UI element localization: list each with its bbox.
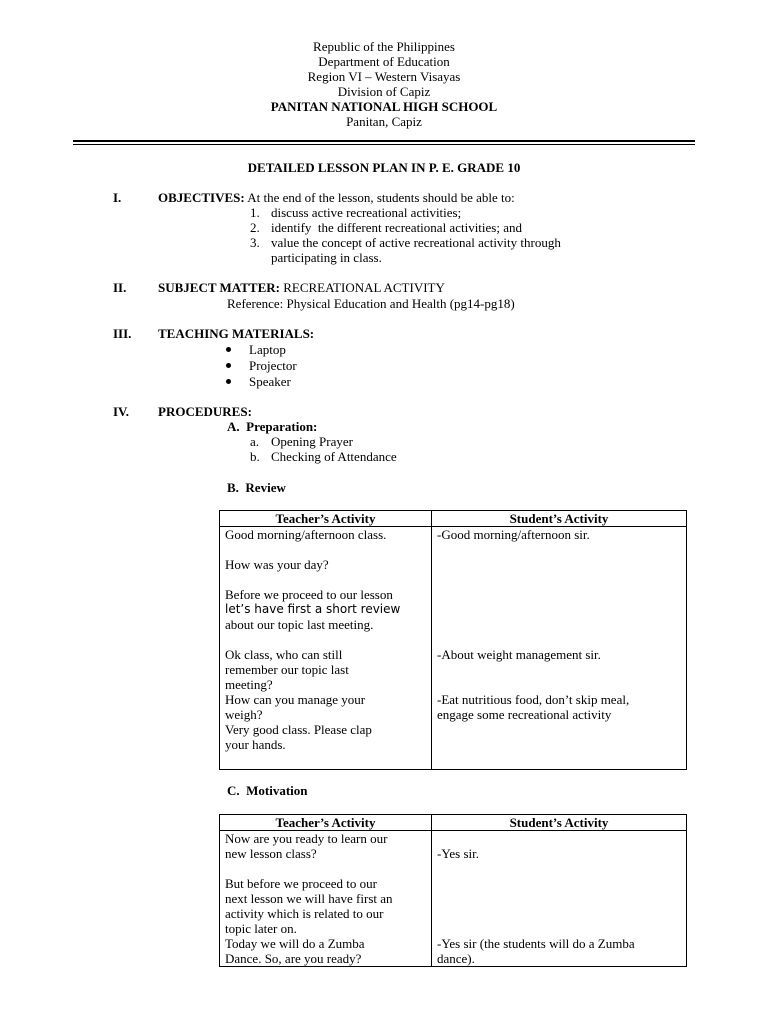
review-teacher-line: Before we proceed to our lesson xyxy=(225,587,393,602)
bullet-icon xyxy=(226,363,231,368)
section-label-procedures: PROCEDURES: xyxy=(158,404,252,419)
material-item-speaker: Speaker xyxy=(249,374,291,389)
motivation-student-line: dance). xyxy=(437,951,475,966)
review-teacher-line: your hands. xyxy=(225,737,286,752)
section-objectives xyxy=(158,190,515,205)
review-student-line: engage some recreational activity xyxy=(437,707,612,722)
preparation-item-prayer: Opening Prayer xyxy=(271,434,353,449)
bullet-icon xyxy=(226,379,231,384)
section-num-procedures: IV. xyxy=(113,404,130,419)
objectives-intro: At the end of the lesson, students should be able to: xyxy=(244,190,515,205)
document-title: DETAILED LESSON PLAN IN P. E. GRADE 10 xyxy=(247,160,521,175)
objective-item-2: identify the different recreational activities; and xyxy=(271,220,522,235)
subject-reference: Reference: Physical Education and Health (pg14-pg18) xyxy=(227,296,515,311)
motivation-teacher-line: Today we will do a Zumba xyxy=(225,936,365,951)
review-teacher-line: remember our topic last xyxy=(225,662,349,677)
review-student-line: -Good morning/afternoon sir. xyxy=(437,527,590,542)
review-teacher-line: about our topic last meeting. xyxy=(225,617,374,632)
header-line-republic: Republic of the Philippines xyxy=(313,39,455,54)
subsection-preparation: A. Preparation: xyxy=(227,419,318,434)
motivation-student-line: -Yes sir (the students will do a Zumba xyxy=(437,936,635,951)
header-divider-thin xyxy=(73,144,695,145)
review-teacher-line: Ok class, who can still xyxy=(225,647,343,662)
review-student-line: -Eat nutritious food, don’t skip meal, xyxy=(437,692,630,707)
objective-item-1: discuss active recreational activities; xyxy=(271,205,462,220)
review-teacher-cell xyxy=(220,527,432,770)
motivation-teacher-line: new lesson class? xyxy=(225,846,317,861)
section-subject-matter xyxy=(158,280,445,295)
objective-num-2: 2. xyxy=(250,220,260,235)
header-school-name: PANITAN NATIONAL HIGH SCHOOL xyxy=(270,99,498,114)
material-item-projector: Projector xyxy=(249,358,297,373)
objective-num-3: 3. xyxy=(250,235,260,250)
header-line-division: Division of Capiz xyxy=(337,84,431,99)
subsection-review: B. Review xyxy=(227,480,286,495)
motivation-student-cell xyxy=(432,831,687,967)
review-teacher-line: let’s have first a short review xyxy=(225,602,401,616)
review-header-student: Student’s Activity xyxy=(432,511,687,527)
motivation-header-student: Student’s Activity xyxy=(432,815,687,831)
review-student-line: -About weight management sir. xyxy=(437,647,601,662)
review-teacher-line: meeting? xyxy=(225,677,273,692)
section-num-objectives: I. xyxy=(113,190,122,205)
motivation-teacher-line: But before we proceed to our xyxy=(225,876,377,891)
motivation-teacher-cell xyxy=(220,831,432,967)
motivation-student-line: -Yes sir. xyxy=(437,846,480,861)
review-teacher-line: Good morning/afternoon class. xyxy=(225,527,387,542)
review-teacher-line: weigh? xyxy=(225,707,263,722)
bullet-icon xyxy=(226,347,231,352)
review-header-teacher: Teacher’s Activity xyxy=(220,511,432,527)
preparation-num-a: a. xyxy=(250,434,260,449)
section-num-subject: II. xyxy=(113,280,127,295)
preparation-item-attendance: Checking of Attendance xyxy=(271,449,397,464)
section-num-materials: III. xyxy=(113,326,132,341)
review-teacher-line: How was your day? xyxy=(225,557,329,572)
subsection-motivation: C. Motivation xyxy=(227,783,308,798)
objective-item-3-continued: participating in class. xyxy=(271,250,382,265)
review-teacher-line: Very good class. Please clap xyxy=(225,722,372,737)
motivation-teacher-line: next lesson we will have first an xyxy=(225,891,393,906)
header-line-region: Region VI – Western Visayas xyxy=(307,69,461,84)
motivation-table xyxy=(219,814,687,967)
subject-text: RECREATIONAL ACTIVITY xyxy=(279,280,445,295)
objective-item-3: value the concept of active recreational activity through xyxy=(271,235,561,250)
review-table xyxy=(219,510,687,770)
section-label-subject: SUBJECT MATTER: xyxy=(158,280,280,295)
review-teacher-line: How can you manage your xyxy=(225,692,366,707)
motivation-teacher-line: topic later on. xyxy=(225,921,297,936)
material-item-laptop: Laptop xyxy=(249,342,286,357)
preparation-num-b: b. xyxy=(250,449,260,464)
motivation-teacher-line: activity which is related to our xyxy=(225,906,384,921)
header-divider-thick xyxy=(73,140,695,142)
motivation-teacher-line: Dance. So, are you ready? xyxy=(225,951,362,966)
motivation-header-teacher: Teacher’s Activity xyxy=(220,815,432,831)
section-label-objectives: OBJECTIVES: xyxy=(158,190,245,205)
header-school-address: Panitan, Capiz xyxy=(346,114,422,129)
header-line-department: Department of Education xyxy=(318,54,450,69)
motivation-teacher-line: Now are you ready to learn our xyxy=(225,831,388,846)
review-student-cell xyxy=(432,527,687,770)
section-label-materials: TEACHING MATERIALS: xyxy=(158,326,315,341)
objective-num-1: 1. xyxy=(250,205,260,220)
